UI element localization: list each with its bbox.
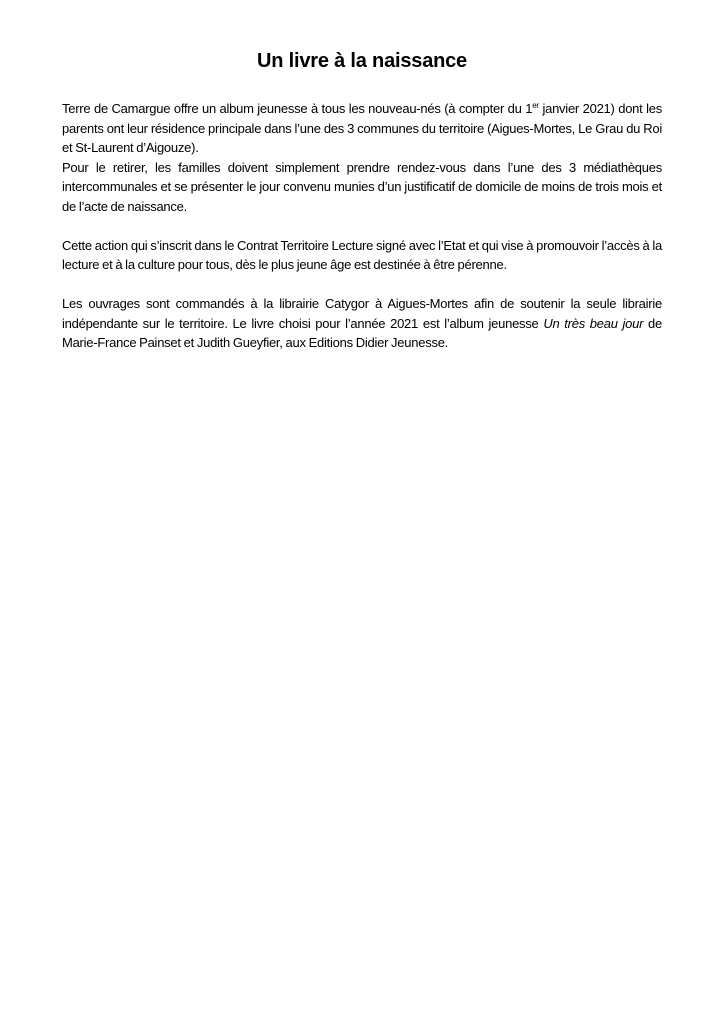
paragraph-books-text-a: Les ouvrages sont commandés à la librairie Catygor à Aigues-Mortes afin de soutenir la seule librairie indépendante sur le territoire. Le livre choisi pour l’année 2021 est l’album jeunesse	[62, 296, 662, 331]
paragraph-books	[62, 294, 662, 353]
paragraph-offer-text-a: Terre de Camargue offre un album jeunesse à tous les nouveau-nés (à compter du 1	[62, 101, 533, 116]
paragraph-offer-text-b: janvier 2021) dont les parents ont leur résidence principale dans l’une des 3 communes du territoire (Aigues-Mortes, Le Grau du Roi et St-Laurent d’Aigouze).	[62, 101, 662, 155]
paragraph-offer	[62, 99, 662, 158]
paragraph-pickup: Pour le retirer, les familles doivent simplement prendre rendez-vous dans l’une des 3 médiathèques intercommunales et se présenter le jour convenu munies d’un justificatif de domicile de moins de trois mois et de l’acte de naissance.	[62, 159, 662, 214]
paragraph-books-text-b: de Marie-France Painset et Judith Gueyfier, aux Editions Didier Jeunesse.	[62, 315, 662, 350]
paragraph-offer-superscript: er	[532, 101, 539, 110]
book-title: Un très beau jour	[543, 315, 644, 331]
document-body	[62, 99, 662, 372]
page-title: Un livre à la naissance	[257, 50, 467, 72]
paragraph-action: Cette action qui s’inscrit dans le Contrat Territoire Lecture signé avec l’Etat et qui vise à promouvoir l’accès à la lecture et à la culture pour tous, dès le plus jeune âge est destinée à être pérenne.	[62, 237, 662, 272]
